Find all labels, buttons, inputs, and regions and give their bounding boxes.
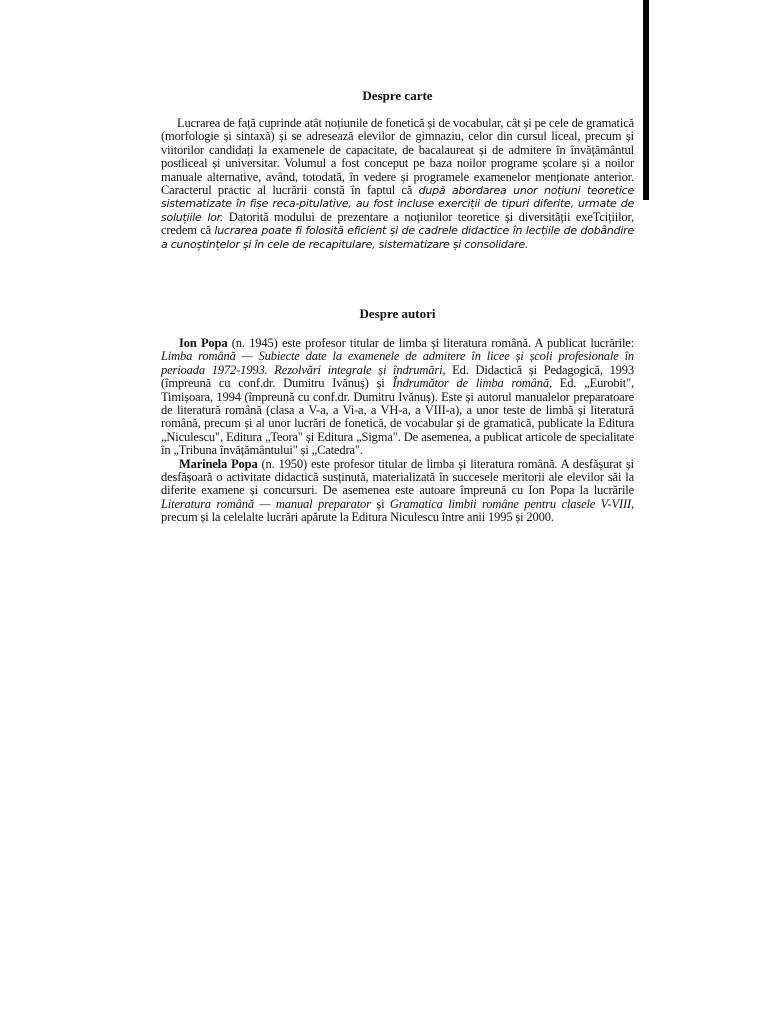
author-ion-popa-name: Ion Popa xyxy=(179,336,228,350)
author-marinela-popa-work-1: Literatura română — manual preparator xyxy=(161,496,371,511)
about-book-heading: Despre carte xyxy=(362,88,433,103)
author-ion-popa-paragraph xyxy=(161,337,634,458)
author-marinela-popa-work-2: Gramatica limbii române pentru clasele V-VIII, xyxy=(389,496,634,511)
author-marinela-popa-text-2: și xyxy=(370,496,390,511)
about-authors-heading: Despre autori xyxy=(359,306,436,321)
page-edge-bar xyxy=(643,0,649,200)
about-authors-section xyxy=(161,306,634,525)
author-ion-popa-text-1: (n. 1945) este profesor titular de limba și literatura română. A publicat lucrările: xyxy=(227,336,634,350)
about-book-text-2: Datorită modului de prezentare a noțiunilor teoretice și diversității exeTcițiilor, credem că xyxy=(161,209,635,238)
author-ion-popa-text-2: Ed. Didactică și Pedagogică, 1993 (împreună cu conf.dr. Dumitru Ivănuș) și xyxy=(161,362,634,391)
author-marinela-popa-paragraph xyxy=(161,458,634,525)
about-book-italic-2: lucrarea poate fi folosită eficient și de cadrele didactice în lecțiile de dobândire a cunoștințelor și în cele de recapitulare, sistematizare și consolidare. xyxy=(161,224,634,251)
author-marinela-popa-text-1: (n. 1950) este profesor titular de limba și literatura română. A desfășurat și desfășoară o activitate didactică susținută, materializată în succesele meritorii ale elevilor săi la diferite examene și concursuri. De asemenea este autoare împreună cu Ion Popa la lucrările xyxy=(161,456,634,498)
author-ion-popa-work-1: Limba română — Subiecte date la examenele de admitere în licee și școli profesionale în perioada 1972-1993. Rezolvări integrale și îndrumări, xyxy=(161,349,634,377)
author-ion-popa-text-3: Ed. „Eurobit", Timișoara, 1994 (împreună cu conf.dr. Dumitru Ivănuș). Este și autorul manualelor preparatoare de literatură română (clasa a V-a, a Vi-a, a VH-a, a VIII-a), a unor teste de limbă și literatură română, precum și al unor lucrări de fonetică, de vocabular și de gramatică, publicate la Editura „Niculescu", Editura „Teora" și Editura „Sigma". De asemenea, a publicat articole de specialitate în „Tribuna învățământului" și „Catedra". xyxy=(161,376,634,458)
author-marinela-popa-text-3: precum și la celelalte lucrări apărute la Editura Niculescu între anii 1995 și 2000. xyxy=(161,510,554,525)
about-book-section xyxy=(161,88,634,251)
author-marinela-popa-name: Marinela Popa xyxy=(179,456,258,471)
about-book-paragraph xyxy=(161,117,634,251)
about-book-text-1: Lucrarea de față cuprinde atât noțiunile de fonetică și de vocabular, cât și pe cele de gramatică (morfologie și sintaxă) și se adresează elevilor de gimnaziu, celor din cursul liceal, precum și viitorilor candidați la examenele de capacitate, de bacalaureat și de admitere în învățământul postliceal și universitar. Volumul a fost conceput pe baza noilor programe școlare și a noilor manuale alternative, având, totodată, în vedere și programele examenelor menționate anterior. Caracterul practic al lucrării constă în faptul că xyxy=(161,116,634,198)
author-ion-popa-work-2: Îndrumător de limba română, xyxy=(392,376,552,391)
about-book-italic-1: după abordarea unor noțiuni teoretice sistematizate în fișe reca-pitulative, au fost incluse exerciții de tipuri diferite, urmate de soluțiile lor. xyxy=(161,184,634,224)
